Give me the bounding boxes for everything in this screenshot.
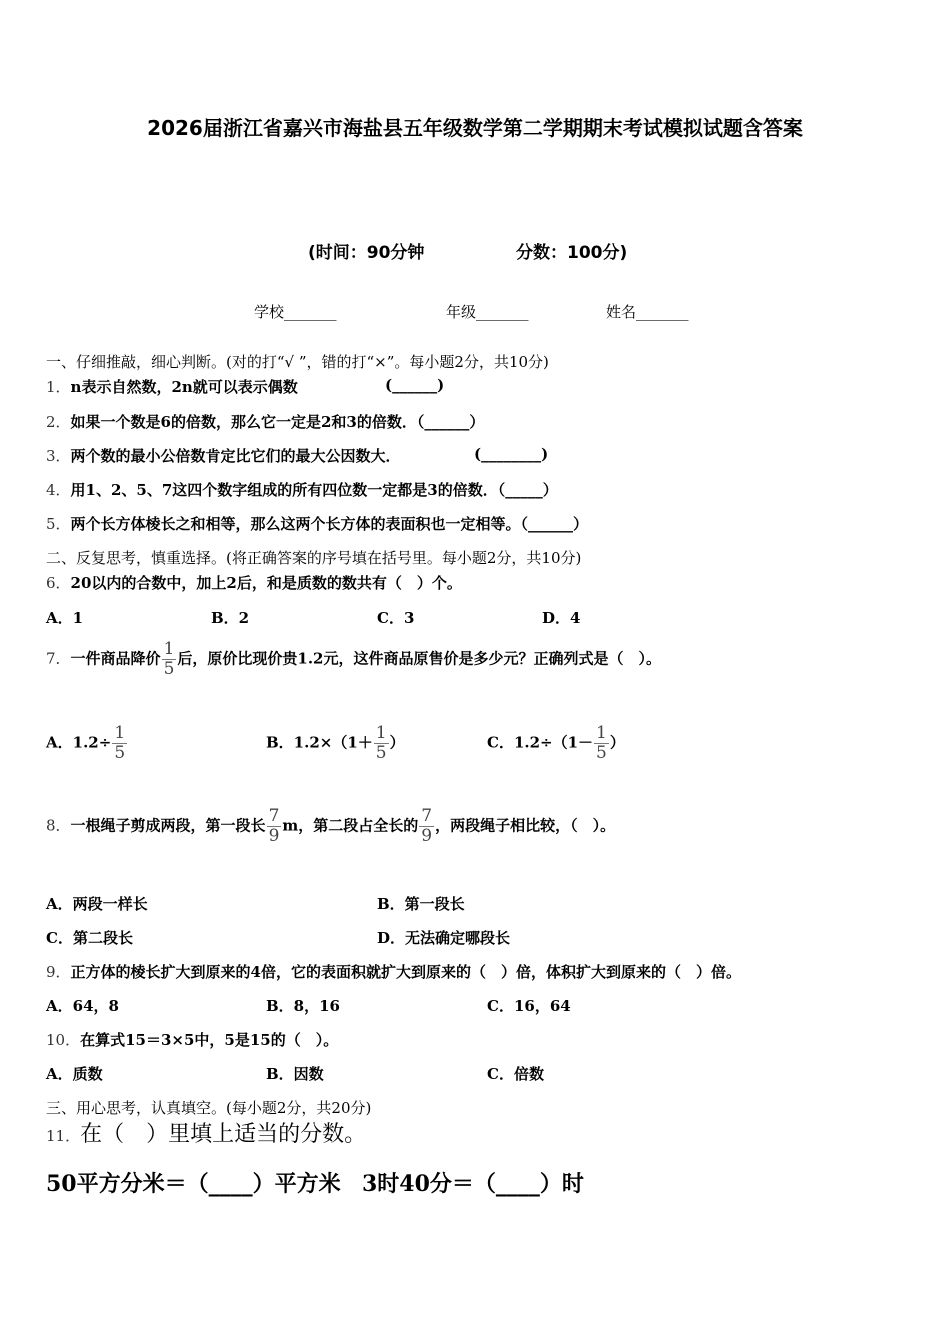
option-a bbox=[46, 724, 128, 763]
option-c: C．3 bbox=[377, 609, 415, 627]
numerator: 1 bbox=[375, 723, 387, 743]
option-text-post: ） bbox=[609, 733, 625, 752]
question-3 bbox=[46, 445, 401, 466]
question-number: 1． bbox=[46, 378, 71, 396]
denominator: 5 bbox=[163, 659, 175, 679]
section3-heading: 三、用心思考，认真填空。(每小题2分，共20分) bbox=[46, 1099, 372, 1117]
question-2 bbox=[46, 411, 484, 432]
question-text: 在算式15＝3×5中，5是15的（ ）。 bbox=[80, 1031, 339, 1049]
question-number: 10． bbox=[46, 1031, 81, 1049]
question-text: 20以内的合数中，加上2后，和是质数的数共有（ ）个。 bbox=[70, 574, 462, 592]
fraction bbox=[162, 640, 177, 679]
document-title: 2026届浙江省嘉兴市海盐县五年级数学第二学期期末考试模拟试题含答案 bbox=[147, 116, 803, 140]
fraction bbox=[374, 724, 389, 763]
option-a: A．1 bbox=[46, 609, 84, 627]
option-c: C．16，64 bbox=[487, 997, 571, 1015]
exam-time: (时间：90分钟 bbox=[308, 243, 425, 263]
numerator: 1 bbox=[596, 723, 607, 743]
denominator: 5 bbox=[114, 743, 126, 763]
question-5 bbox=[46, 513, 588, 534]
numerator: 1 bbox=[163, 639, 175, 659]
question-1 bbox=[46, 376, 298, 397]
section1-heading: 一、仔细推敲，细心判断。(对的打“√ ”，错的打“×”。每小题2分，共10分) bbox=[46, 353, 549, 371]
option-d: D．无法确定哪段长 bbox=[377, 929, 511, 947]
fraction bbox=[267, 807, 282, 846]
option-b: B．2 bbox=[211, 609, 250, 627]
answer-blank: (________) bbox=[474, 445, 549, 463]
option-text: C．1.2÷（1－ bbox=[487, 733, 594, 752]
numerator: 7 bbox=[268, 806, 280, 826]
option-text-post: ） bbox=[389, 733, 405, 752]
question-text-pre: 一根绳子剪成两段，第一段长 bbox=[70, 816, 266, 835]
question-number: 5． bbox=[46, 515, 71, 533]
question-text: 用1、2、5、7这四个数字组成的所有四位数一定都是3的倍数．（_____） bbox=[70, 481, 558, 499]
question-text-post: ，两段绳子相比较，（ ）。 bbox=[435, 816, 616, 835]
answer-blank: (______) bbox=[385, 376, 445, 394]
fraction bbox=[112, 724, 127, 763]
option-a: A．两段一样长 bbox=[46, 895, 148, 913]
option-b: B．第一段长 bbox=[377, 895, 465, 913]
question-6 bbox=[46, 572, 462, 593]
question-4 bbox=[46, 479, 558, 500]
fill-line-2: 3时40分＝（____）时 bbox=[362, 1171, 584, 1197]
option-text: A．1.2÷ bbox=[46, 733, 112, 752]
question-7 bbox=[46, 640, 661, 679]
exam-score: 分数：100分) bbox=[516, 243, 628, 263]
option-text: B．1.2×（1＋ bbox=[266, 733, 373, 752]
option-a: A．64，8 bbox=[46, 997, 119, 1015]
option-d: D．4 bbox=[542, 609, 581, 627]
denominator: 5 bbox=[596, 743, 607, 763]
question-text: 在（ ）里填上适当的分数。 bbox=[80, 1122, 367, 1147]
question-text-mid: m，第二段占全长的 bbox=[282, 816, 419, 835]
question-9 bbox=[46, 961, 741, 982]
question-text: n表示自然数，2n就可以表示偶数 bbox=[70, 378, 298, 396]
fraction bbox=[419, 807, 434, 846]
question-number: 11． bbox=[46, 1127, 81, 1145]
denominator: 9 bbox=[268, 826, 280, 846]
fill-line-1: 50平方分米＝（____）平方米 bbox=[46, 1171, 341, 1197]
question-number: 2． bbox=[46, 413, 71, 431]
question-number: 6． bbox=[46, 574, 71, 592]
option-b bbox=[266, 724, 405, 763]
question-10 bbox=[46, 1029, 338, 1050]
question-text: 正方体的棱长扩大到原来的4倍，它的表面积就扩大到原来的（ ）倍，体积扩大到原来的（ ）倍。 bbox=[70, 963, 741, 981]
question-text: 两个数的最小公倍数肯定比它们的最大公因数大． bbox=[70, 447, 401, 465]
grade-field: 年级_______ bbox=[446, 303, 529, 321]
option-c: C．倍数 bbox=[487, 1065, 544, 1083]
option-b: B．8，16 bbox=[266, 997, 340, 1015]
question-8 bbox=[46, 807, 615, 846]
section2-heading: 二、反复思考，慎重选择。(将正确答案的序号填在括号里。每小题2分，共10分) bbox=[46, 549, 582, 567]
fraction bbox=[594, 724, 609, 763]
school-field: 学校_______ bbox=[254, 303, 337, 321]
question-number: 7． bbox=[46, 649, 71, 668]
option-a: A．质数 bbox=[46, 1065, 103, 1083]
question-number: 3． bbox=[46, 447, 71, 465]
question-number: 4． bbox=[46, 481, 71, 499]
question-text: 如果一个数是6的倍数，那么它一定是2和3的倍数．（______） bbox=[70, 413, 485, 431]
question-11 bbox=[46, 1117, 366, 1148]
denominator: 9 bbox=[421, 826, 433, 846]
numerator: 7 bbox=[421, 806, 433, 826]
question-text-pre: 一件商品降价 bbox=[70, 649, 161, 668]
question-text-post: 后，原价比现价贵1.2元，这件商品原售价是多少元？正确列式是（ ）。 bbox=[177, 649, 661, 668]
option-c bbox=[487, 724, 625, 763]
question-number: 8． bbox=[46, 816, 71, 835]
option-c: C．第二段长 bbox=[46, 929, 133, 947]
name-field: 姓名_______ bbox=[606, 303, 689, 321]
option-b: B．因数 bbox=[266, 1065, 324, 1083]
question-text: 两个长方体棱长之和相等，那么这两个长方体的表面积也一定相等。（______） bbox=[70, 515, 589, 533]
numerator: 1 bbox=[114, 723, 126, 743]
denominator: 5 bbox=[375, 743, 387, 763]
question-number: 9． bbox=[46, 963, 71, 981]
